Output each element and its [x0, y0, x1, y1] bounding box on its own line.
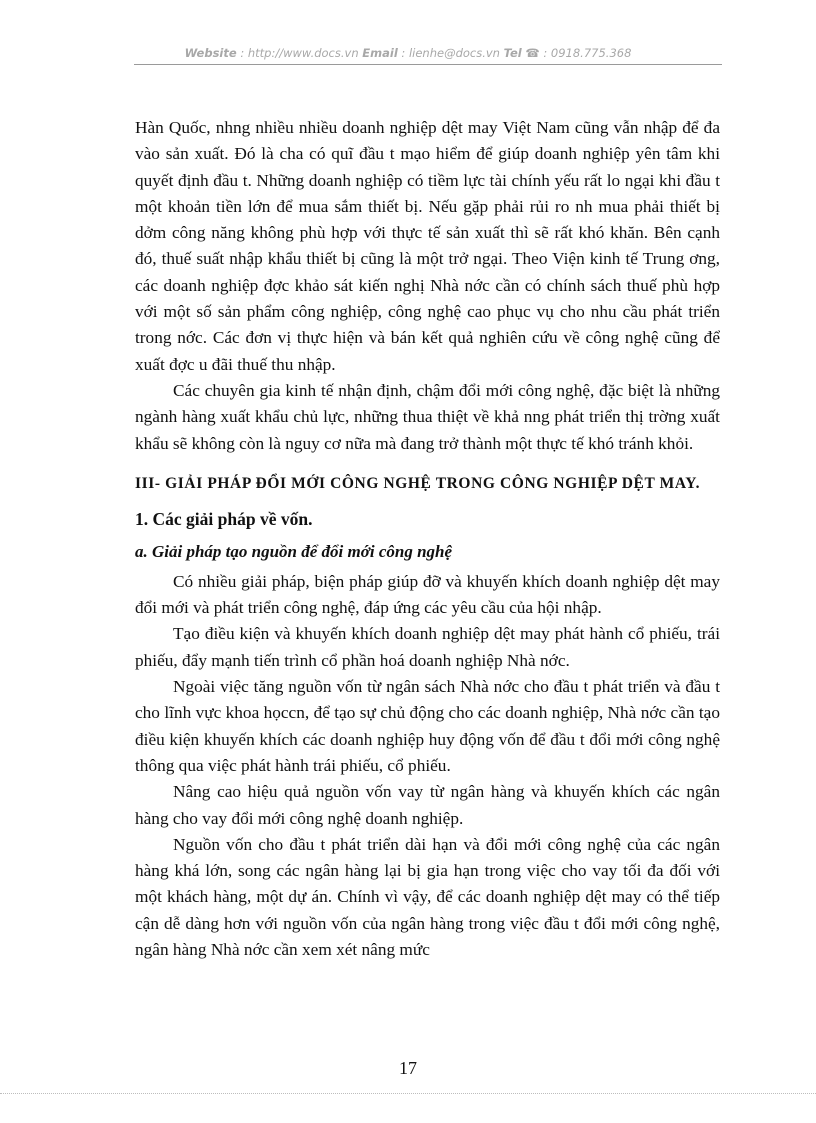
- email-label: Email: [362, 46, 398, 60]
- website-value: : http://www.docs.vn: [240, 46, 359, 60]
- paragraph: Ngoài việc tăng nguồn vốn từ ngân sách Nhà nớc cho đầu t phát triển và đầu t cho lĩnh vực khoa họccn, để tạo sự chủ động cho các doanh nghiệp, Nhà nớc cần tạo điều kiện khuyến khích các doanh nghiệp huy động vốn để đầu t đổi mới công nghệ thông qua việc phát hành trái phiếu, cổ phiếu.: [135, 677, 720, 775]
- paragraph: Tạo điều kiện và khuyến khích doanh nghiệp dệt may phát hành cổ phiếu, trái phiếu, đẩy mạnh tiến trình cổ phần hoá doanh nghiệp Nhà nớc.: [135, 624, 720, 670]
- paragraph: Các chuyên gia kinh tế nhận định, chậm đổi mới công nghệ, đặc biệt là những ngành hàng xuất khẩu chủ lực, những thua thiệt về khả nng phát triển thị trờng xuất khẩu sẽ không còn là nguy cơ nữa mà đang trở thành một thực tế khó tránh khỏi.: [135, 380, 720, 453]
- page-header: [0, 46, 816, 60]
- tel-value: ☎ : 0918.775.368: [525, 46, 632, 60]
- footer-rule: [0, 1093, 816, 1094]
- section-heading: III- GIẢI PHÁP ĐỔI MỚI CÔNG NGHỆ TRONG CÔNG NGHIỆP DỆT MAY.: [135, 474, 701, 492]
- paragraph: Có nhiều giải pháp, biện pháp giúp đỡ và khuyến khích doanh nghiệp dệt may đổi mới và phát triển công nghệ, đáp ứng các yêu cầu của hội nhập.: [135, 571, 720, 618]
- paragraph: Hàn Quốc, nhng nhiều nhiều doanh nghiệp dệt may Việt Nam cũng vẫn nhập để đa vào sản xuất. Đó là cha có quĩ đầu t mạo hiểm để giúp doanh nghiệp yên tâm khi quyết định đầu t. Những doanh nghiệp có tiềm lực tài chính yếu rất lo ngại khi đầu t một khoản tiền lớn để mua sắm thiết bị. Nếu gặp phải rủi ro nh mua phải thiết bị dởm công năng không phù hợp với thực tế sản xuất thì sẽ rất khó khăn. Bên cạnh đó, thuế suất nhập khẩu thiết bị cũng là một trở ngại. Theo Viện kinh tế Trung ơng, các doanh nghiệp đợc khảo sát kiến nghị Nhà nớc cần có chính sách thuế phù hợp với một số sản phẩm công nghiệp, công nghệ cao phục vụ cho nhu cầu phát triển trong nớc. Các đơn vị thực hiện và bán kết quả nghiên cứu về công nghệ cũng để xuất đợc u đãi thuế thu nhập.: [135, 118, 720, 374]
- subsubheading: a. Giải pháp tạo nguồn để đổi mới công nghệ: [135, 541, 453, 561]
- paragraph: Nâng cao hiệu quả nguồn vốn vay từ ngân hàng và khuyến khích các ngân hàng cho vay đổi mới công nghệ doanh nghiệp.: [135, 782, 720, 828]
- paragraph: Nguồn vốn cho đầu t phát triển dài hạn và đổi mới công nghệ của các ngân hàng khá lớn, song các ngân hàng lại bị gia hạn trong việc cho vay tối đa đối với một khách hàng, một dự án. Chính vì vậy, để các doanh nghiệp dệt may có thể tiếp cận dễ dàng hơn với nguồn vốn của ngân hàng trong việc đầu t đổi mới công nghệ, ngân hàng Nhà nớc cần xem xét nâng mức: [135, 834, 720, 960]
- page-number: 17: [399, 1058, 417, 1078]
- document-body: [135, 115, 720, 963]
- header-rule: [134, 64, 722, 65]
- email-value: : lienhe@docs.vn: [401, 46, 500, 60]
- tel-label: Tel: [503, 46, 522, 60]
- website-label: Website: [184, 46, 237, 60]
- subheading: 1. Các giải pháp về vốn.: [135, 508, 313, 529]
